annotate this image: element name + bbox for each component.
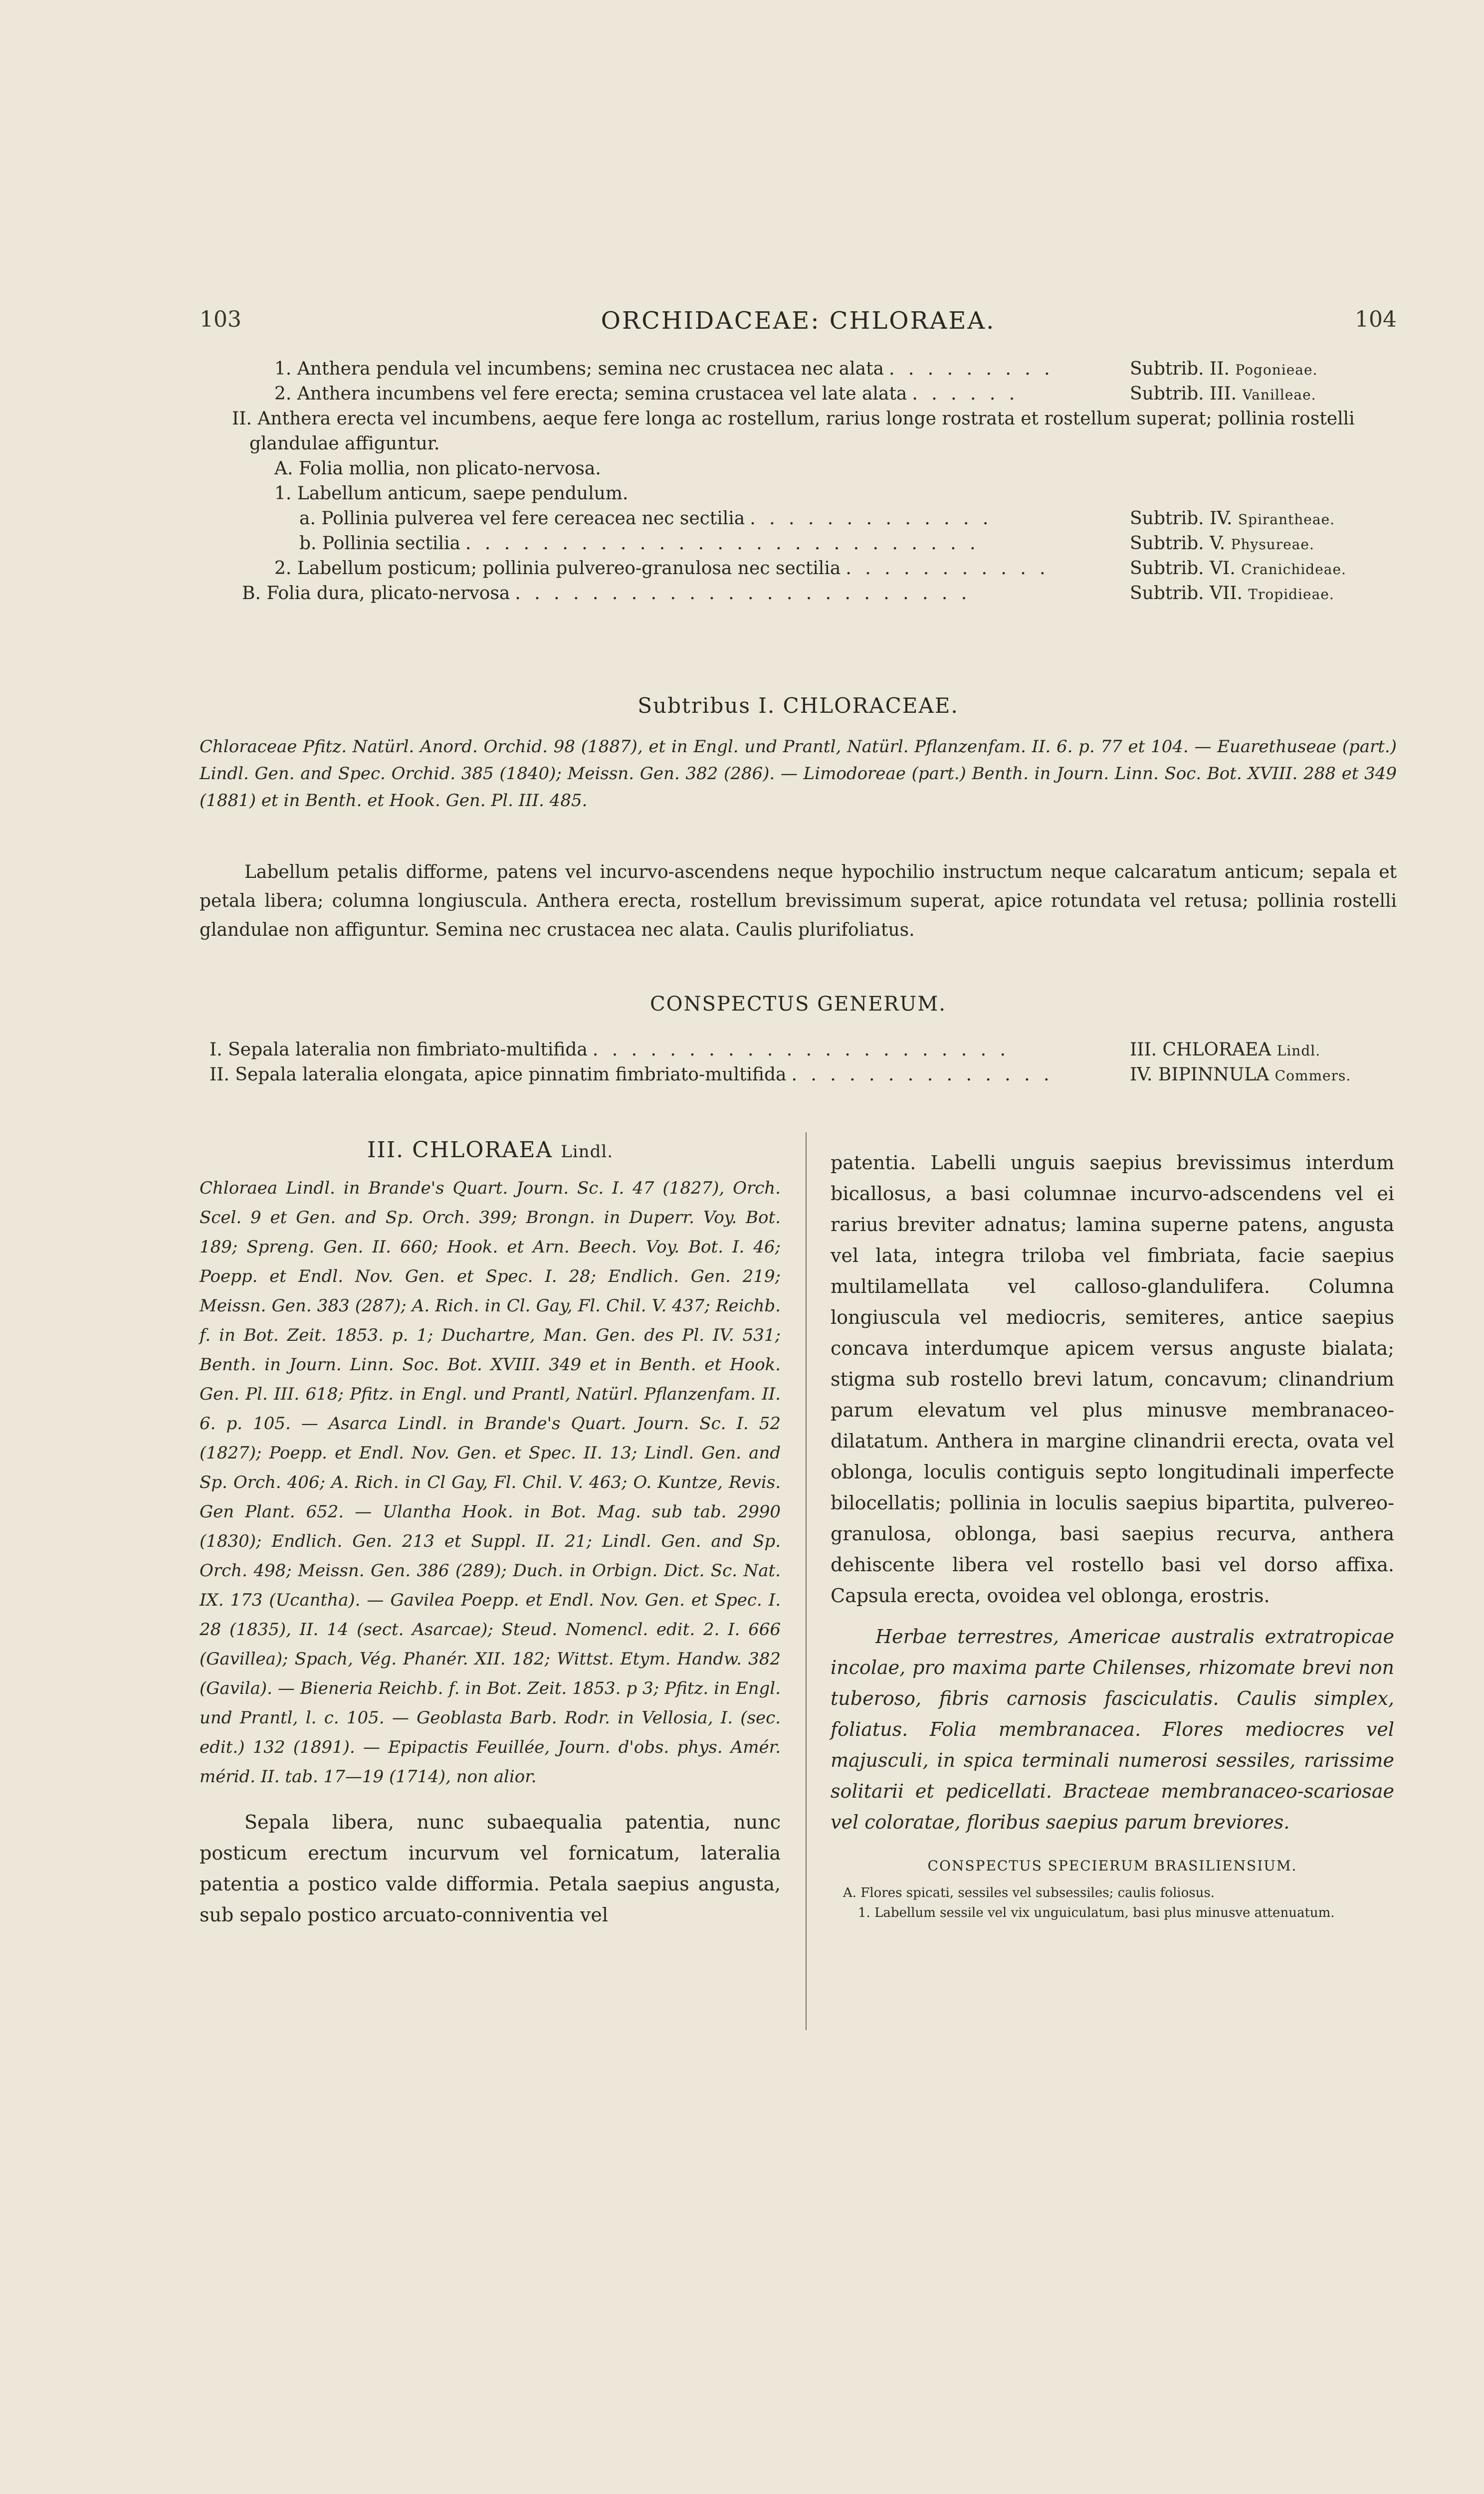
genus-synonymy: Chloraea Lindl. in Brande's Quart. Journ. Sc. I. 47 (1827), Orch. Scel. 9 et Gen. and Sp. Orch. 399; Brongn. in Duperr. Voy. Bot. 189; Spreng. Gen. II. 660; Hook. et Arn. Beech. Voy. Bot. I. 46; Poepp. et Endl. Nov. Gen. et Spec. I. 28; Endlich. Gen. 219; Meissn. Gen. 383 (287); A. Rich. in Cl. Gay, Fl. Chil. V. 437; Reichb. f. in Bot. Zeit. 1853. p. 1; Duchartre, Man. Gen. des Pl. IV. 531; Benth. in Journ. Linn. Soc. Bot. XVIII. 349 et in Benth. et Hook. Gen. Pl. III. 618; Pfitz. in Engl. und Prantl, Natürl. Pflanzenfam. II. 6. p. 105. — Asarca Lindl. in Brande's Quart. Journ. Sc. I. 52 (1827); Poepp. et Endl. Nov. Gen. et Spec. II. 13; Lindl. Gen. and Sp. Orch. 406; A. Rich. in Cl Gay, Fl. Chil. V. 463; O. Kuntze, Revis. Gen Plant. 652. — Ulantha Hook. in Bot. Mag. sub tab. 2990 (1830); Endlich. Gen. 213 et Suppl. II. 21; Lindl. Gen. and Sp. Orch. 498; Meissn. Gen. 386 (289); Duch. in Orbign. Dict. Sc. Nat. IX. 173 (Ucantha). — Gavilea Poepp. et Endl. Nov. Gen. et Spec. I. 28 (1835), II. 14 (sect. Asarcae); Steud. Nomencl. edit. 2. I. 666 (Gavillea); Spach, Vég. Phanér. XII. 182; Wittst. Etym. Handw. 382 (Gavila). — Bieneria Reichb. f. in Bot. Zeit. 1853. p 3; Pfitz. in Engl. und Prantl, l. c. 105. — Geoblasta Barb. Rodr. in Vellosia, I. (sec. edit.) 132 (1891). — Epipactis Feuillée, Journ. d'obs. phys. Amér. mérid. II. tab. 17—19 (1714), non alior. — [200, 1178, 781, 1787]
key-line: B. Folia dura, plicato-nervosa . . . . . . . . . . . . . . . . . . . . . . . . Subtrib. VII. Tropidieae. — [200, 581, 1397, 606]
running-header — [200, 307, 1397, 337]
conspectus-specierum-title: CONSPECTUS SPECIERUM BRASILIENSIUM. — [927, 1858, 1297, 1874]
key-text: 1. Anthera pendula vel incumbens; semina nec crustacea nec alata — [274, 359, 884, 379]
key-destination: Subtrib. III. Vanilleae. — [1130, 384, 1316, 404]
key-text: II. Anthera erecta vel incumbens, aeque fere longa ac rostellum, rarius longe rostrata et rostellum superat; pollinia rostelli glandulae affiguntur. — [232, 409, 1355, 454]
conspectus-entry: 1. Labellum sessile vel vix unguiculatum, basi plus minusve attenuatum. — [858, 1905, 1335, 1920]
key-destination: Subtrib. IV. Spirantheae. — [1130, 508, 1335, 529]
key-text: 2. Labellum posticum; pollinia pulvereo-granulosa nec sectilia — [274, 558, 841, 579]
key-line — [200, 481, 1397, 506]
key-line: b. Pollinia sectilia . . . . . . . . . . . . . . . . . . . . . . . . . . . Subtrib. V. Physureae. — [200, 531, 1397, 556]
subtribe-key — [200, 357, 1397, 606]
page-number-left: 103 — [200, 307, 241, 332]
key-text: b. Pollinia sectilia — [299, 533, 460, 554]
conspectus-generum-list — [200, 1038, 1397, 1087]
subtribus-synonymy: Chloraceae Pfitz. Natürl. Anord. Orchid. 98 (1887), et in Engl. und Prantl, Natürl. Pflanzenfam. II. 6. p. 77 et 104. — Euarethuseae (part.) Lindl. Gen. and Spec. Orchid. 385 (1840); Meissn. Gen. 382 (286). — Limodoreae (part.) Benth. in Journ. Linn. Soc. Bot. XVIII. 288 et 349 (1881) et in Benth. et Hook. Gen. Pl. III. 485. — [200, 737, 1397, 811]
key-line: 2. Labellum posticum; pollinia pulvereo-granulosa nec sectilia . . . . . . . . . . . Subtrib. VI. Cranichideae. — [200, 556, 1397, 581]
key-line: 2. Anthera incumbens vel fere erecta; semina crustacea vel late alata . . . . . . Subtrib. III. Vanilleae. — [200, 382, 1397, 407]
conspectus-item: I. Sepala lateralia non fimbriato-multifida . . . . . . . . . . . . . . . . . . . . . . III. CHLORAEA Lindl. — [210, 1039, 1321, 1060]
conspectus-specierum-list — [831, 1883, 1394, 1923]
subtribus-description: Labellum petalis difforme, patens vel incurvo-ascendens neque hypochilio instructum neque calcaratum anticum; sepala et petala libera; columna longiuscula. Anthera erecta, rostellum brevissimum superat, apice rotundata vel retusa; pollinia rostelli glandulae non affiguntur. Semina nec crustacea nec alata. Caulis plurifoliatus. — [200, 862, 1397, 940]
key-text: 2. Anthera incumbens vel fere erecta; semina crustacea vel late alata — [274, 384, 907, 404]
key-destination: Subtrib. VII. Tropidieae. — [1130, 583, 1334, 604]
conspectus-entry: A. Flores spicati, sessiles vel subsessiles; caulis foliosus. — [843, 1885, 1215, 1900]
genus-description-left: Sepala libera, nunc subaequalia patentia, nunc posticum erectum incurvum vel fornicatum, lateralia patentia a postico valde difformia. Petala saepius angusta, sub sepalo postico arcuato-conniventia vel — [200, 1811, 781, 1926]
conspectus-item: II. Sepala lateralia elongata, apice pinnatim fimbriato-multifida . . . . . . . . . . . . . . IV. BIPINNULA Commers. — [210, 1064, 1351, 1085]
genus-habit: Herbae terrestres, Americae australis extratropicae incolae, pro maxima parte Chilenses, rhizomate brevi non tuberoso, fibris carnosis fasciculatis. Caulis simplex, foliatus. Folia membranacea. Flores mediocres vel majusculi, in spica terminali numerosi sessiles, rarissime solitarii et pedicellati. Bracteae membranaceo-scariosae vel coloratae, floribus saepius parum breviores. — [831, 1626, 1394, 1833]
key-text: a. Pollinia pulverea vel fere cereacea nec sectilia — [299, 508, 745, 529]
genus-heading: III. CHLORAEA Lindl. — [367, 1137, 614, 1163]
key-line: 1. Anthera pendula vel incumbens; semina nec crustacea nec alata . . . . . . . . . Subtrib. II. Pogonieae. — [200, 357, 1397, 382]
key-destination: Subtrib. V. Physureae. — [1130, 533, 1314, 554]
key-line — [200, 407, 1397, 456]
right-column — [831, 1147, 1394, 1923]
conspectus-generum-title: CONSPECTUS GENERUM. — [650, 993, 946, 1016]
key-text: B. Folia dura, plicato-nervosa — [242, 583, 510, 604]
subtribus-title: Subtribus I. CHLORACEAE. — [637, 693, 959, 718]
key-text: 1. Labellum anticum, saepe pendulum. — [274, 483, 629, 504]
column-divider — [806, 1132, 807, 2030]
genus-description-right: patentia. Labelli unguis saepius brevissimus interdum bicallosus, a basi columnae incurvo-adscendens vel ei rarius breviter adnatus; lamina superne patens, angusta vel lata, integra triloba vel fimbriata, facie saepius multilamellata vel calloso-glandulifera. Columna longiuscula vel mediocris, semiteres, antice saepius concava interdumque apicem versus anguste bialata; stigma sub rostello brevi latum, concavum; clinandrium parum elevatum vel plus minusve membranaceo-dilatatum. Anthera in margine clinandrii erecta, ovata vel oblonga, loculis contiguis septo longitudinali imperfecte bilocellatis; pollinia in loculis saepius bipartita, pulvereo-granulosa, oblonga, basi saepius recurva, anthera dehiscente libera vel rostello basi vel dorso affixa. Capsula erecta, ovoidea vel oblonga, erostris. — [831, 1152, 1394, 1607]
key-text: A. Folia mollia, non plicato-nervosa. — [274, 458, 601, 479]
key-destination: Subtrib. VI. Cranichideae. — [1130, 558, 1346, 579]
running-title: ORCHIDACEAE: CHLORAEA. — [601, 307, 996, 335]
key-line — [200, 456, 1397, 481]
key-destination: Subtrib. II. Pogonieae. — [1130, 359, 1318, 379]
key-line: a. Pollinia pulverea vel fere cereacea nec sectilia . . . . . . . . . . . . . Subtrib. IV. Spirantheae. — [200, 506, 1397, 531]
page-number-right: 104 — [1355, 307, 1397, 332]
left-column — [200, 1137, 781, 1930]
